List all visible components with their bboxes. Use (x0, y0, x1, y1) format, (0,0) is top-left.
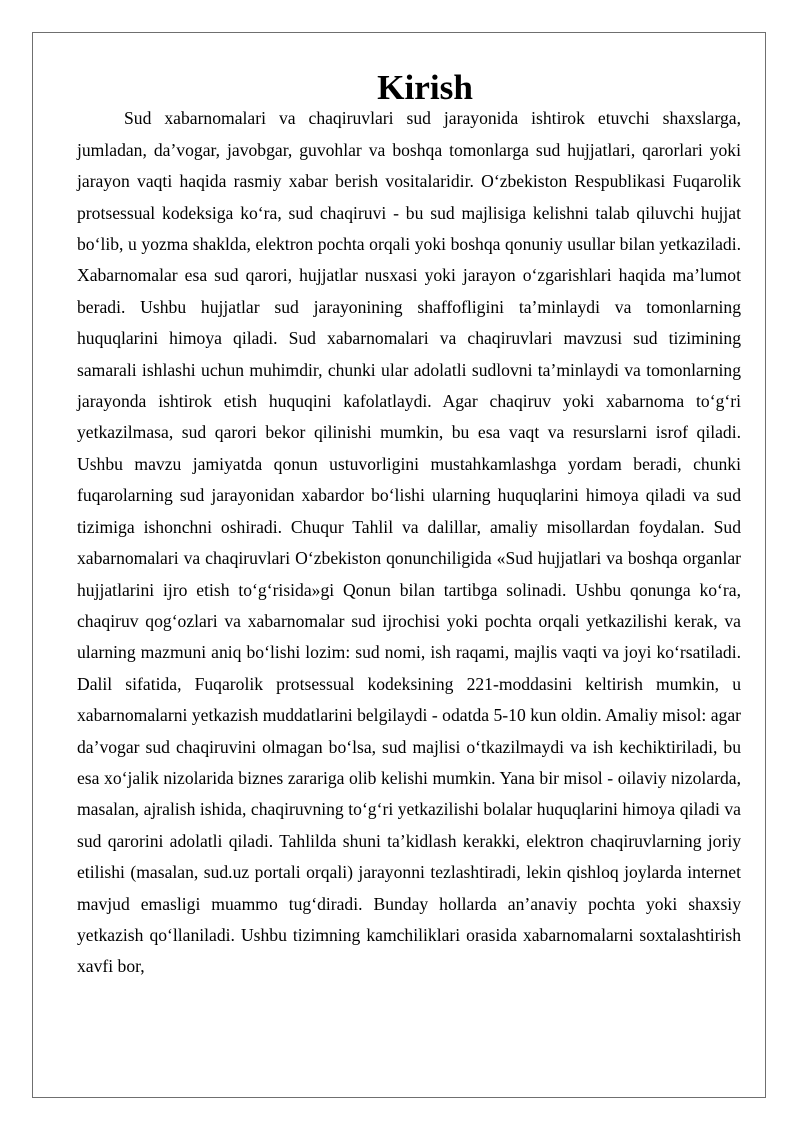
document-title: Kirish (377, 68, 473, 107)
document-content (77, 68, 741, 983)
body-paragraph: Sud xabarnomalari va chaqiruvlari sud jarayonida ishtirok etuvchi shaxslarga, jumladan, da’vogar, javobgar, guvohlar va boshqa tomonlarga sud hujjatlari, qarorlari yoki jarayon vaqti haqida rasmiy xabar berish vositalaridir. O‘zbekiston Respublikasi Fuqarolik protsessual kodeksiga ko‘ra, sud chaqiruvi - bu sud majlisiga kelishni talab qiluvchi hujjat bo‘lib, u yozma shaklda, elektron pochta orqali yoki boshqa qonuniy usullar bilan yetkaziladi. Xabarnomalar esa sud qarori, hujjatlar nusxasi yoki jarayon o‘zgarishlari haqida ma’lumot beradi. Ushbu hujjatlar sud jarayonining shaffofligini ta’minlaydi va tomonlarning huquqlarini himoya qiladi. Sud xabarnomalari va chaqiruvlari mavzusi sud tizimining samarali ishlashi uchun muhimdir, chunki ular adolatli sudlovni ta’minlaydi va tomonlarning jarayonda ishtirok etish huquqini kafolatlaydi. Agar chaqiruv yoki xabarnoma to‘g‘ri yetkazilmasa, sud qarori bekor qilinishi mumkin, bu esa vaqt va resurslarni isrof qiladi. Ushbu mavzu jamiyatda qonun ustuvorligini mustahkamlashga yordam beradi, chunki fuqarolarning sud jarayonidan xabardor bo‘lishi ularning huquqlarini himoya qiladi va sud tizimiga ishonchni oshiradi. Chuqur Tahlil va dalillar, amaliy misollardan foydalan. Sud xabarnomalari va chaqiruvlari O‘zbekiston qonunchiligida «Sud hujjatlari va boshqa organlar hujjatlarini ijro etish to‘g‘risida»gi Qonun bilan tartibga solinadi. Ushbu qonunga ko‘ra, chaqiruv qog‘ozlari va xabarnomalar sud ijrochisi yoki pochta orqali yetkazilishi kerak, va ularning mazmuni aniq bo‘lishi lozim: sud nomi, ish raqami, majlis vaqti va joyi ko‘rsatiladi. Dalil sifatida, Fuqarolik protsessual kodeksining 221-moddasini keltirish mumkin, u xabarnomalarni yetkazish muddatlarini belgilaydi - odatda 5-10 kun oldin. Amaliy misol: agar da’vogar sud chaqiruvini olmagan bo‘lsa, sud majlisi o‘tkazilmaydi va ish kechiktiriladi, bu esa xo‘jalik nizolarida biznes zarariga olib kelishi mumkin. Yana bir misol - oilaviy nizolarda, masalan, ajralish ishida, chaqiruvning to‘g‘ri yetkazilishi bolalar huquqlarini himoya qiladi va sud qarorini adolatli qiladi. Tahlilda shuni ta’kidlash kerakki, elektron chaqiruvlarning joriy etilishi (masalan, sud.uz portali orqali) jarayonni tezlashtiradi, lekin qishloq joylarda internet mavjud emasligi muammo tug‘diradi. Bunday hollarda an’anaviy pochta yoki shaxsiy yetkazish qo‘llaniladi. Ushbu tizimning kamchiliklari orasida xabarnomalarni soxtalashtirish xavfi bor, (77, 108, 741, 977)
